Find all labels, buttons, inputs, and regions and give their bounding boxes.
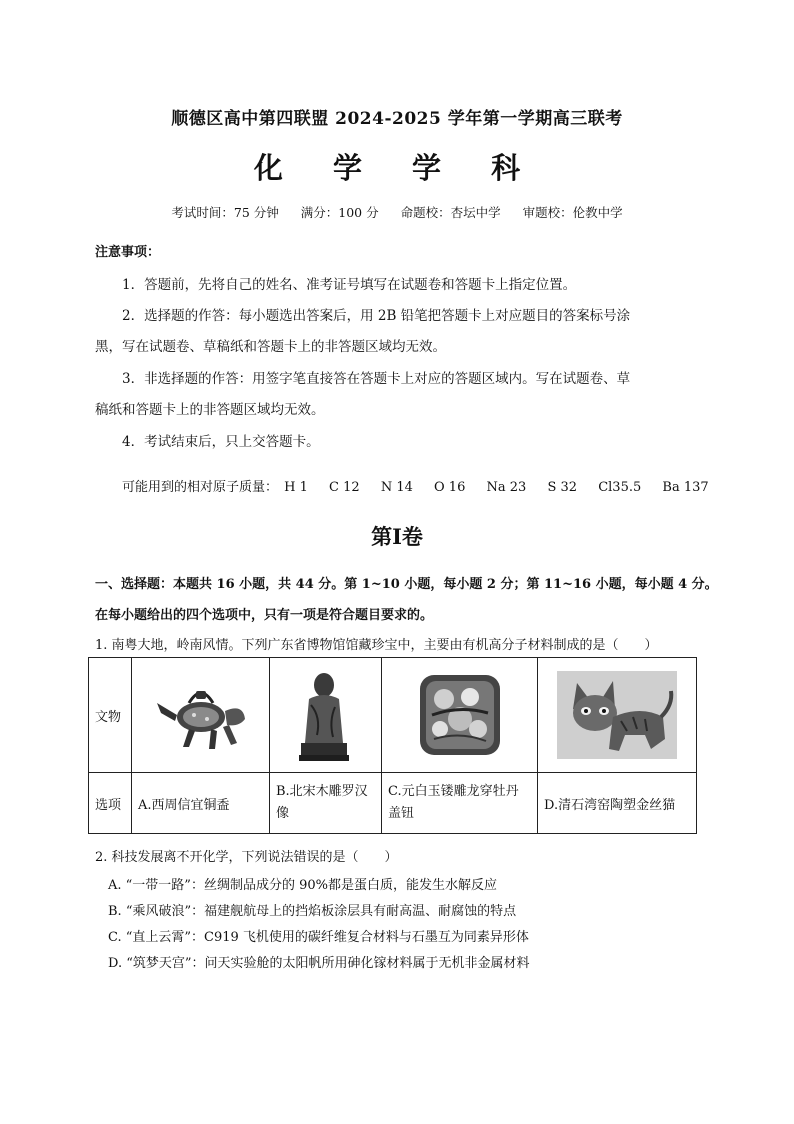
wooden-arhat-statue-image <box>270 658 382 773</box>
row-label-option: 选项 <box>89 773 132 834</box>
question-1-table <box>88 657 697 834</box>
atomic-masses <box>122 476 726 495</box>
atomic-mass-ba: Ba 137 <box>662 480 709 495</box>
atomic-mass-cl: Cl35.5 <box>598 480 642 495</box>
section-instruction-line-2: 在每小题给出的四个选项中，只有一项是符合题目要求的。 <box>95 608 434 623</box>
question-2-option-a: A. “一带一路”：丝绸制品成分的 90%都是蛋白质，能发生水解反应 <box>108 878 497 893</box>
atomic-mass-s: S 32 <box>547 480 578 495</box>
question-1-option-b: B.北宋木雕罗汉像 <box>270 773 382 834</box>
notice-title: 注意事项： <box>95 245 161 260</box>
wooden-arhat-illustration <box>291 665 361 765</box>
exam-time: 考试时间：75 分钟 <box>171 205 279 220</box>
atomic-mass-n: N 14 <box>380 480 413 495</box>
notice-item-3-line-1: 3．非选择题的作答：用签字笔直接答在答题卡上对应的答题区域内。写在试题卷、草 <box>122 371 631 387</box>
notice-item-2-line-2: 黑，写在试题卷、草稿纸和答题卡上的非答题区域均无效。 <box>95 339 446 355</box>
question-2-stem: 2. 科技发展离不开化学，下列说法错误的是（ ） <box>95 850 398 865</box>
question-1-option-c: C.元白玉镂雕龙穿牡丹盖钮 <box>382 773 538 834</box>
question-1-option-d: D.清石湾窑陶塑金丝猫 <box>538 773 697 834</box>
atomic-mass-h: H 1 <box>284 480 308 495</box>
row-label-relic: 文物 <box>89 658 132 773</box>
bronze-he-vessel-image <box>132 658 270 773</box>
question-1-option-a: A.西周信宜铜盉 <box>132 773 270 834</box>
jade-carving-illustration <box>414 669 506 761</box>
subject-title: 化 学 学 科 <box>253 151 541 185</box>
reviewer-school: 审题校：伦教中学 <box>522 205 623 220</box>
atomic-mass-na: Na 23 <box>486 480 527 495</box>
question-2-option-c: C. “直上云霄”：C919 飞机使用的碳纤维复合材料与石墨互为同素异形体 <box>108 930 529 945</box>
question-1-stem: 1. 南粤大地，岭南风情。下列广东省博物馆馆藏珍宝中，主要由有机高分子材料制成的是（ ） <box>95 638 658 653</box>
exam-title: 顺德区高中第四联盟 2024-2025 学年第一学期高三联考 <box>171 109 623 129</box>
atomic-mass-c: C 12 <box>329 480 360 495</box>
atomic-mass-o: O 16 <box>434 480 466 495</box>
section-title: 第I卷 <box>371 524 423 549</box>
full-score: 满分：100 分 <box>300 205 379 220</box>
notice-item-3-line-2: 稿纸和答题卡上的非答题区域均无效。 <box>95 402 325 418</box>
question-2-option-d: D. “筑梦天宫”：问天实验舱的太阳帆所用砷化镓材料属于无机非金属材料 <box>108 956 530 971</box>
ceramic-cat-figurine-image <box>538 658 697 773</box>
notice-item-2-line-1: 2．选择题的作答：每小题选出答案后，用 2B 铅笔把答题卡上对应题目的答案标号涂 <box>122 308 631 324</box>
question-2-option-b: B. “乘风破浪”：福建舰航母上的挡焰板涂层具有耐高温、耐腐蚀的特点 <box>108 904 517 919</box>
exam-info <box>0 203 794 221</box>
notice-item-1: 1．答题前，先将自己的姓名、准考证号填写在试题卷和答题卡上指定位置。 <box>122 277 577 293</box>
notice-item-4: 4．考试结束后，只上交答题卡。 <box>122 434 320 450</box>
bronze-he-vessel-illustration <box>149 673 253 757</box>
setter-school: 命题校：杏坛中学 <box>400 205 501 220</box>
atomic-masses-label: 可能用到的相对原子质量： <box>122 480 279 495</box>
section-instruction-line-1: 一、选择题：本题共 16 小题，共 44 分。第 1~10 小题，每小题 2 分；第 11~16 小题，每小题 4 分。 <box>95 577 718 592</box>
ceramic-cat-illustration <box>555 669 679 761</box>
white-jade-carving-image <box>382 658 538 773</box>
